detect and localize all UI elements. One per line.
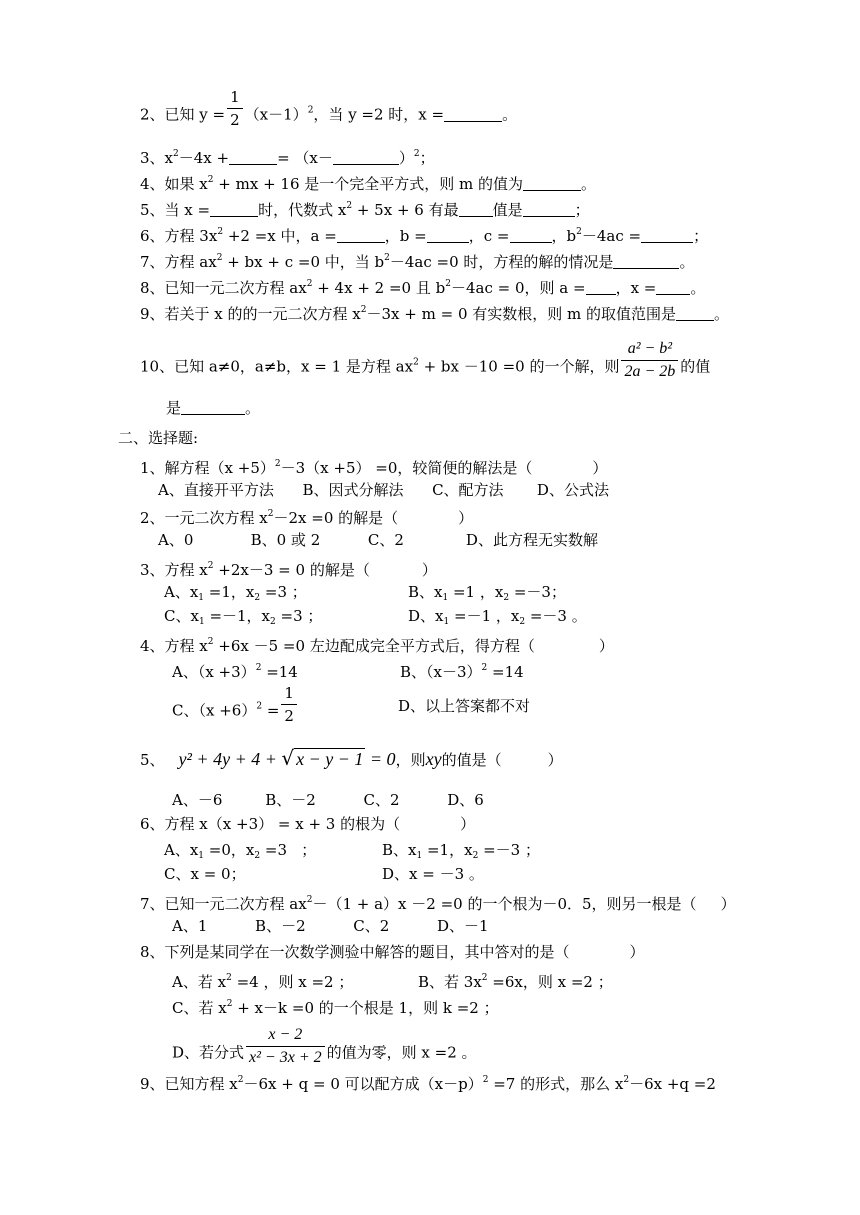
choice-q5: 5、 y² + 4y + 4 + √ x − y − 1 = 0，则xy的值是（ ） [140,746,563,770]
choice-q3: 3、方程 $x^2 +2x-3 = 0$ 的解是（ ） [140,561,437,579]
choice-q6-option-c: C、x = 0； [164,865,246,883]
fill-q2: 2、已知 y = $\frac{1}{2}$ $(x-1)^2$，当 y =2 时，x = 。 [140,88,518,129]
answer-blank[interactable] [523,176,581,191]
fill-q10-cont: 是 。 [166,399,261,417]
choice-q8-option-d: D、若分式 $\frac{x - 2}{\text{x² − 3x + 2}}$ 的值为零，则 x =2 。 [172,1026,477,1066]
fill-q10: 10、已知 a≠0，a≠b，x = 1 是方程 $ax^2$ + bx －10 =0 的一个解，则 $\frac{\text{a² − b²}}{2a - 2b}$ 的值 [140,340,711,380]
choice-q3-option-b: B、$x_1 =1$ ，$x_2 =-3$； [408,583,566,603]
answer-blank[interactable] [444,107,502,122]
choice-q4-option-a: A、$(x +3)^2 =14$ [172,663,298,681]
fill-q3: 3、$x^2-4x$ + = $(x- )^2$； [140,149,435,167]
choice-q1-options: A、直接开平方法 B、因式分解法 C、配方法 D、公式法 [158,481,609,499]
choice-q8-option-b: B、若 $3x^2 =6x$，则 x =2 ； [418,973,613,991]
fill-q9: 9、若关于 x 的的一元二次方程 $x^2-3x + m = 0$ 有实数根，则 m 的取值范围是 。 [140,305,730,323]
answer-blank[interactable] [427,228,469,243]
choice-q8-option-c: C、若 $x^2 + x-k =0$ 的一个根是 1，则 k =2 ； [172,999,499,1017]
choice-q9: 9、已知方程 $x^2-6x + q = 0$ 可以配方成$(x-p)^2 =7$ 的形式，那么 $x^2-6x +q =2$ [140,1075,716,1093]
choice-q4-option-b: B、$(x-3)^2 =14$ [400,663,524,681]
fill-q5: 5、当 x = 时，代数式 $x^2 + 5x + 6$ 有最 值是 ； [140,201,590,219]
fill-q4: 4、如果 $x^2$ + mx + 16 是一个完全平方式，则 m 的值为 。 [140,175,597,193]
choice-q1: 1、解方程$(x +5)^2-3(x +5) =0$，较简便的解法是（ ） [140,459,608,477]
answer-blank[interactable] [333,150,399,165]
choice-q5-options: A、－6 B、－2 C、2 D、6 [172,791,484,809]
answer-blank[interactable] [613,254,679,269]
choice-q6-option-d: D、x = －3 。 [382,865,484,883]
answer-blank[interactable] [523,202,575,217]
choice-q6-option-b: B、$x_1 =1$，$x_2 =-3$ ； [382,841,540,861]
answer-blank[interactable] [337,228,385,243]
fill-q7: 7、方程 $ax^2$ + bx + c =0 中，当 $b^2-4ac =0$ 时，方程的解的情况是 。 [140,253,695,271]
answer-blank[interactable] [676,306,714,321]
answer-blank[interactable] [181,400,245,415]
choice-q4-option-c: C、$(x +6)^2$ = $\frac{1}{2}$ [172,696,299,727]
fill-q6: 6、方程 $3x^2 +2 =x$ 中，a = ，b = ，c = ，$b^2-4ac$ = ； [140,227,709,245]
section-header: 二、选择题: [118,429,199,447]
choice-q7: 7、已知一元二次方程 $ax^2-(1 + a)x -2 =0$ 的一个根为－0．5，则另一根是（ ） [140,895,736,913]
fill-q8: 8、已知一元二次方程 $ax^2 + 4x + 2 =0$ 且 $b^2-4ac = 0$，则 a = ，x = 。 [140,279,706,297]
choice-q3-option-a: A、$x_1 =1$，$x_2 =3$ ； [164,583,307,603]
choice-q4: 4、方程 $x^2 +6x -5 =0$ 左边配成完全平方式后，得方程（ ） [140,637,614,655]
answer-blank[interactable] [510,228,552,243]
choice-q3-option-c: C、$x_1 =-1$，$x_2 =3$ ； [164,607,323,627]
answer-blank[interactable] [656,280,690,295]
choice-q4-option-d: D、以上答案都不对 [398,697,531,715]
choice-q6-option-a: A、$x_1 =0$，$x_2 =3$ ； [164,841,317,861]
choice-q6: 6、方程 x（x +3） = x + 3 的根为（ ） [140,815,476,833]
choice-q3-option-d: D、$x_1 =-1$ ，$x_2 =-3$ 。 [408,607,587,627]
answer-blank[interactable] [459,202,493,217]
answer-blank[interactable] [229,150,277,165]
choice-q8: 8、下列是某同学在一次数学测验中解答的题目，其中答对的是（ ） [140,943,645,961]
choice-q8-option-a: A、若 $x^2 =4$ ，则 x =2 ； [172,973,354,991]
choice-q7-options: A、1 B、－2 C、2 D、－1 [172,917,489,935]
answer-blank[interactable] [586,280,616,295]
choice-q2: 2、一元二次方程 $x^2-2x =0$ 的解是（ ） [140,509,474,527]
answer-blank[interactable] [210,202,258,217]
choice-q2-options: A、0 B、0 或 2 C、2 D、此方程无实数解 [158,531,598,549]
answer-blank[interactable] [641,228,693,243]
